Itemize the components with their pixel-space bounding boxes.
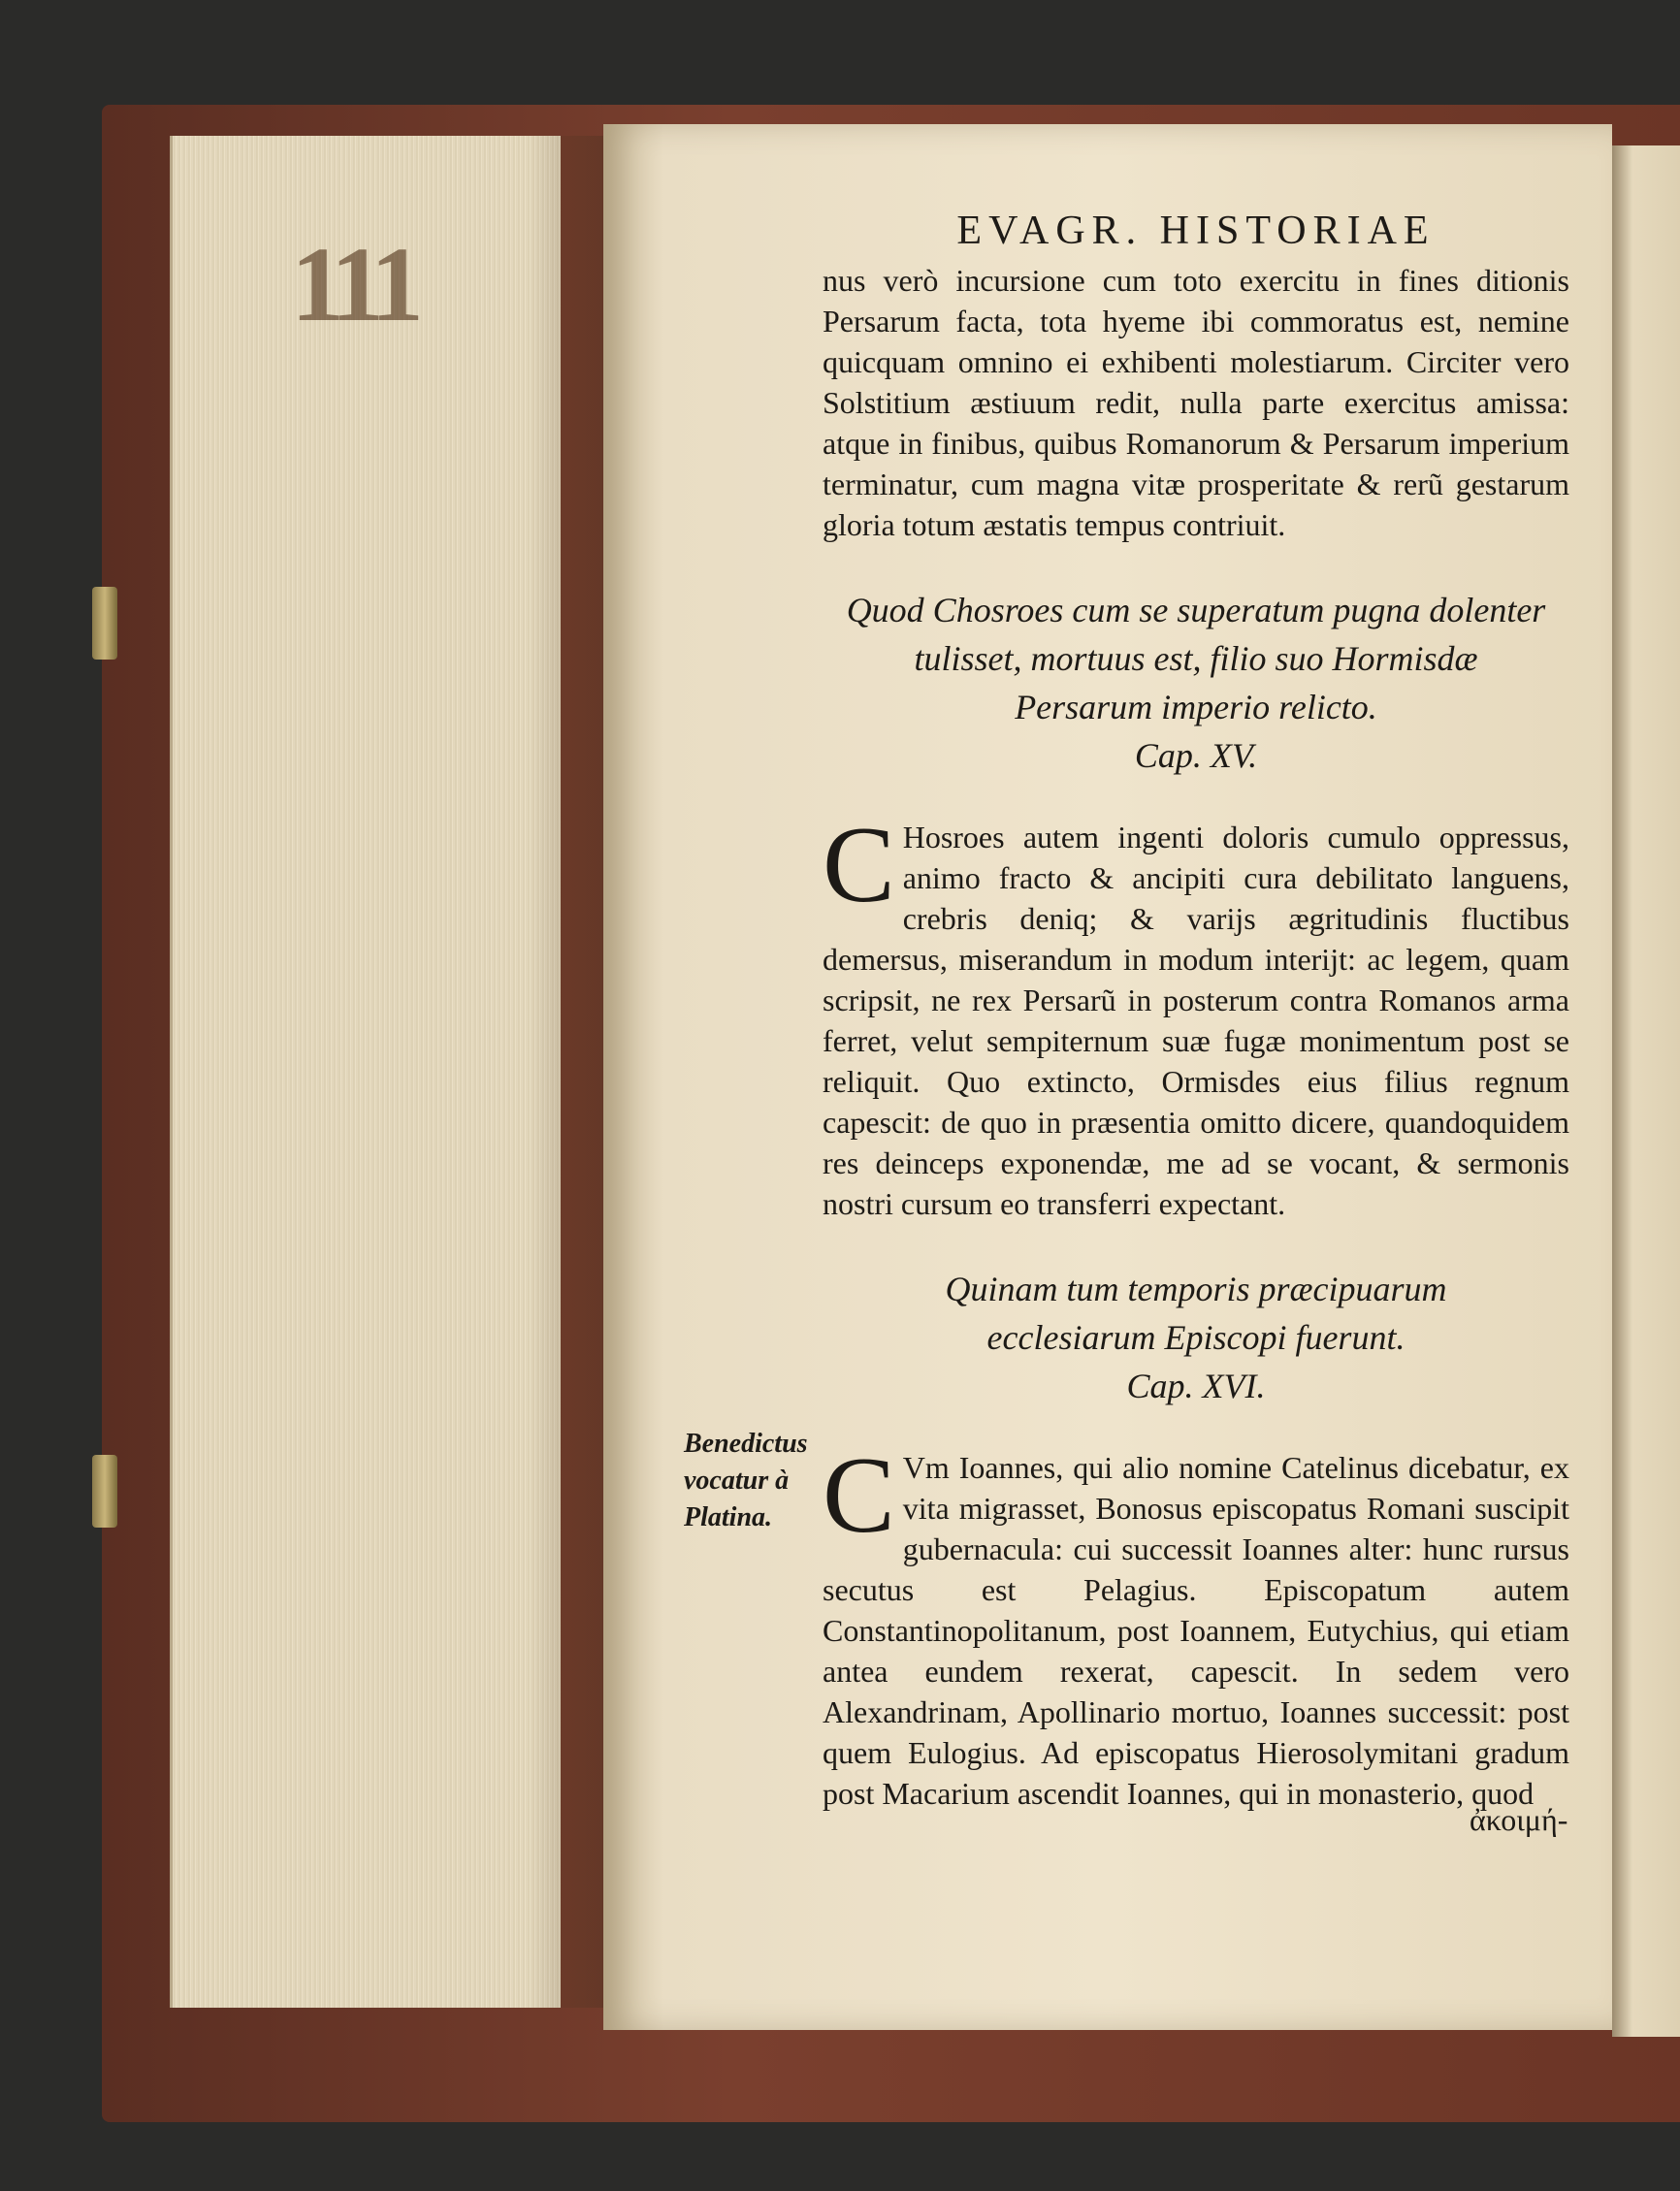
margin-note: Benedictus vocatur à Platina. xyxy=(684,1429,808,1532)
facing-page-edge xyxy=(1612,145,1680,2037)
clasp-lower xyxy=(92,1455,117,1528)
page-block-fore-edge xyxy=(170,136,561,2008)
heading-line: Persarum imperio relicto. xyxy=(1015,688,1377,726)
running-head: EVAGR. HISTORIAE xyxy=(956,209,1436,253)
paragraph-2 xyxy=(823,805,1569,1224)
fore-edge-inscription: 111 xyxy=(291,225,416,343)
chapter-heading-15 xyxy=(823,586,1569,780)
drop-cap: C xyxy=(823,805,895,925)
heading-line: ecclesiarum Episcopi fuerunt. xyxy=(986,1318,1405,1357)
chapter-number: Cap. XV. xyxy=(1134,736,1258,775)
chapter-heading-16 xyxy=(823,1265,1569,1410)
heading-line: Quinam tum temporis præcipuarum xyxy=(945,1270,1447,1308)
page-text xyxy=(823,208,1569,1814)
heading-line: tulisset, mortuus est, filio suo Hormisdæ xyxy=(914,639,1478,678)
catchword: ἀκοιμή- xyxy=(1470,1802,1568,1837)
paragraph-body: Vm Ioannes, qui alio nomine Catelinus dicebatur, ex vita migrasset, Bonosus episcopatus Romani suscipit gubernacula: cui successit Ioannes alter: hunc rursus secutus est Pelagius. Episcopatum autem Constantinopolitanum, post Ioannem, Eutychius, qui etiam antea eundem rexerat, capescit. In sedem vero Alexandrinam, Apollinario mortuo, Ioannes successit: post quem Eulogius. Ad episcopatus Hierosolymitani gradum post Macarium ascendit Ioannes, qui in monasterio, quod xyxy=(823,1450,1569,1811)
paragraph-3 xyxy=(823,1435,1569,1814)
paragraph-body: Hosroes autem ingenti doloris cumulo oppressus, animo fracto & ancipiti cura debilitato languens, crebris deniq; & varijs ægritudinis fluctibus demersus, miserandum in modum interijt: ac legem, quam scripsit, ne rex Persarũ in posterum contra Romanos arma ferret, velut sempiternum suæ fugæ monimentum post se reliquit. Quo extincto, Ormisdes eius filius regnum capescit: de quo in præsentia omitto dicere, quandoquidem res deinceps exponendæ, me ad se vocant, & sermonis nostri cursum eo transferri expectant. xyxy=(823,820,1569,1221)
clasp-upper xyxy=(92,587,117,660)
drop-cap: C xyxy=(823,1435,895,1556)
gutter-shadow xyxy=(529,136,606,2008)
chapter-number: Cap. XVI. xyxy=(1126,1367,1266,1405)
heading-line: Quod Chosroes cum se superatum pugna dolenter xyxy=(846,591,1546,629)
paragraph-1: nus verò incursione cum toto exercitu in fines ditionis Persarum facta, tota hyeme ibi commoratus est, nemine quicquam omnino ei exhibenti molestiarum. Circiter vero Solstitium æstiuum redit, nulla parte exercitus amissa: atque in finibus, quibus Romanorum & Persarum imperium terminatur, cum magna vitæ prosperitate & rerũ gestarum gloria totum æstatis tempus contriuit. xyxy=(823,263,1569,542)
